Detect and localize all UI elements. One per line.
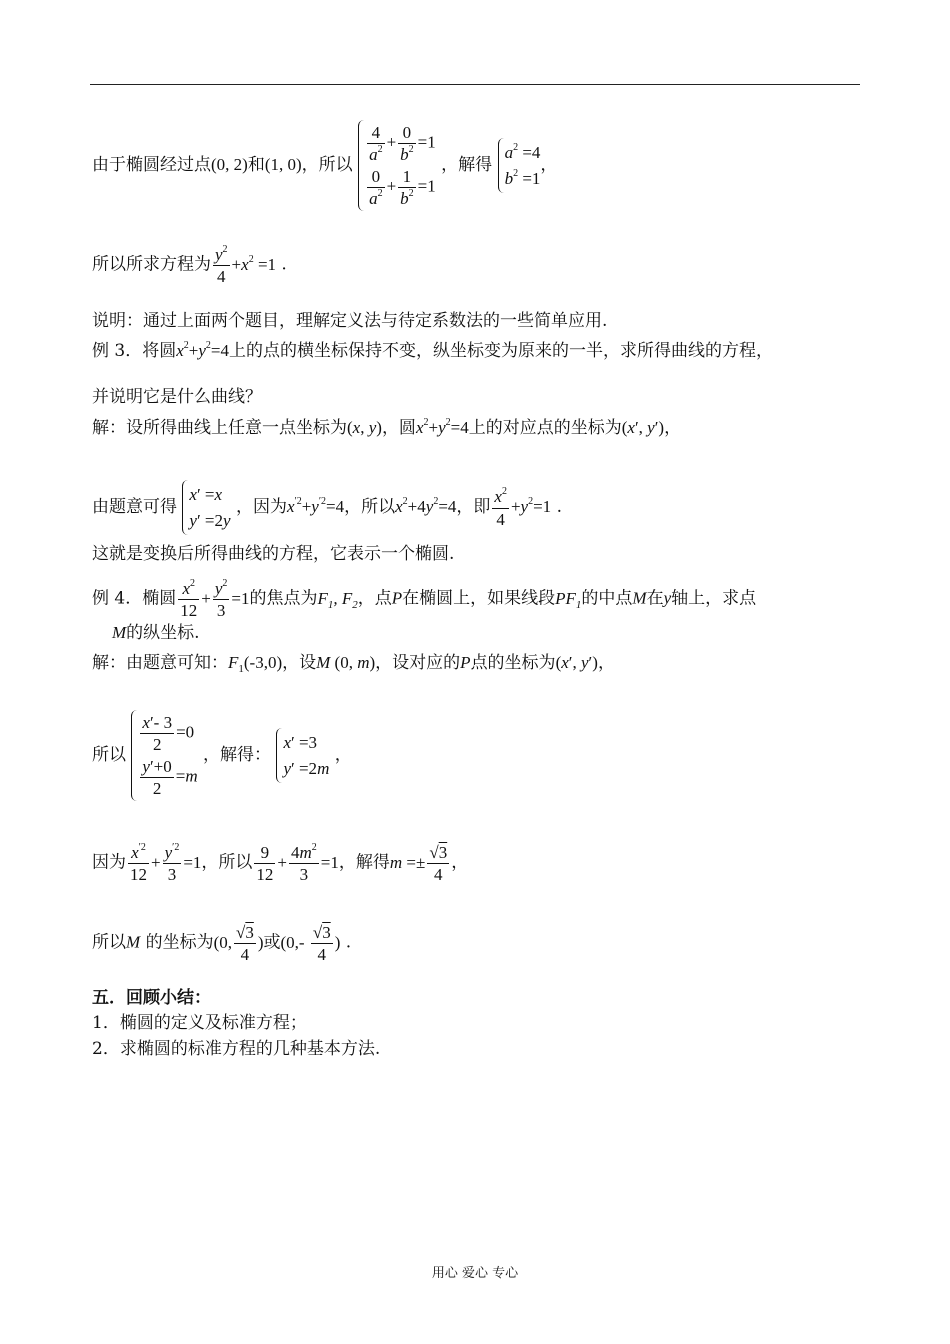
text: ，点 [357,588,392,609]
example-4: 例 4．椭圆 $\frac{x^2}{12}$ + $\frac{y^2}{3}$ =1的焦点为$F_1$, $F_2$，点P在椭圆上，如果线段$PF_1$的中点M在y轴上，求点 [92,578,757,621]
text: 例 4．椭圆 [92,588,177,609]
text: ，所以 [344,497,396,517]
text: ，解得： [203,745,272,765]
page-footer: 用心 爱心 专心 [431,1266,519,1281]
review-item: 2．求椭圆的标准方程的几种基本方法. [92,1039,381,1059]
text: 或 [263,932,281,953]
text: ，圆 [381,418,416,438]
text: 的坐标为 [145,932,214,953]
text: 因为 [92,852,126,873]
text: ，设 [282,653,317,673]
math-equation: $\frac{y^2}{4}$ $+x^2 =1$ [215,244,277,287]
text: ，所以 [301,155,353,175]
text: 例 3．将圆 [92,341,177,361]
text: 点的坐标为 [470,653,556,673]
math-point: (1, 0) [264,155,302,174]
review-heading: 五．回顾小结： [92,988,211,1008]
text: 解：由题意可知： [92,653,228,673]
line-result-equation: 所以所求方程为 $\frac{y^2}{4}$ $+x^2 =1$ . [92,244,287,287]
header-rule [90,84,860,85]
text: 解：设所得曲线上任意一点坐标为 [92,418,347,438]
solution-4-compute: 因为 $\frac{x^{'2}}{12}$ + $\frac{y^{'2}}{3}$ =1，所以 $\frac{9}{12}$ + $\frac{4m^2}{3}$ =1，解得m =± $\frac{√3}{4}$ ， [92,842,469,885]
text: 轴上，求点 [671,588,757,609]
example-3 [92,341,773,360]
text: 并说明它是什么曲线？ [92,387,262,407]
line-ellipse-points: 由于椭圆经过点(0, 2)和(1, 0)，所以 $\frac{4}{a^2}$ + $\frac{0}{b^2}$ =1 $\frac{0}{a^2}$ + $\frac{1}{b^2}$ =1 ，解得 $a^2 =4$ $b^2 =1$ ， [92,120,557,211]
solution-3: 解：设所得曲线上任意一点坐标为(x, y)，圆$x^2+y^2=4$上的对应点的坐标为(x′, y′)， [92,417,682,438]
solution-system: x′ =3 y′ =2m [276,728,329,783]
text: ，所以 [201,852,253,873]
text: ，即 [456,497,491,517]
text: 这就是变换后所得曲线的方程，它表示一个椭圆. [92,544,455,564]
equation-system: $\frac{x'- 3}{2}$ =0 $\frac{y'+0}{2}$ =m [131,710,197,801]
text: 由于椭圆经过点 [92,155,211,175]
math-equation: m =± $\frac{√3}{4}$ [389,843,448,885]
solution-3-derivation: 由题意可得 x′ =x y′ =2y ，因为$x^{'2}+y^{'2}=4$，所以$x^2+4y^2=4$，即 $\frac{x^2}{4}$ $+y^2=1$ . [92,480,562,535]
equation-system: x′ =x y′ =2y [182,480,230,535]
text: 上的对应点的坐标为 [468,418,622,438]
text: 的中点 [581,588,633,609]
math-circle: $x^2+y^2=4$ [415,417,469,437]
text: 的纵坐标. [126,623,200,643]
text: ，因为 [235,497,287,517]
math-point: (0,- $\frac{√3}{4}$ ) [280,923,341,965]
math-point: (0, 2) [211,155,248,174]
math-equation: $\frac{9}{12}$ + $\frac{4m^2}{3}$ =1 [256,842,339,885]
text: ，解得 [441,155,493,175]
math-foci: $F_1$, $F_2$ [317,588,358,611]
math-equation: $x^2+4y^2=4$ [395,496,457,516]
solution-system: $a^2 =4$ $b^2 =1$ [498,138,541,193]
text: 所以 [92,745,126,765]
text: 上的点的横坐标保持不变，纵坐标变为原来的一半，求所得曲线的方程， [229,341,774,361]
review-item: 1．椭圆的定义及标准方程； [92,1013,307,1033]
math-point: (0, $\frac{√3}{4}$ ) [213,923,264,965]
text: 在 [646,588,664,609]
math-equation: $x^{'2}+y^{'2}=4$ [286,496,345,516]
solution-4-system: 所以 $\frac{x'- 3}{2}$ =0 $\frac{y'+0}{2}$ =m ，解得： x′ =3 y′ =2m ， [92,710,352,801]
note: 说明：通过上面两个题目，理解定义法与待定系数法的一些简单应用. [92,311,608,331]
math-equation: $\frac{x^{'2}}{12}$ + $\frac{y^{'2}}{3}$ =1 [130,842,202,885]
math-circle: $x^2+y^2=4$ [176,340,230,360]
text: 由题意可得 [92,497,177,517]
text: 的焦点为 [249,588,318,609]
text: 和 [247,155,265,175]
math-point: M (0, m) [316,653,376,672]
math-ellipse: $\frac{x^2}{12}$ + $\frac{y^2}{3}$ =1 [180,578,250,621]
math-point: (x, y) [347,418,382,437]
math-point: (x′, y′) [555,653,598,672]
example-4-cont: M的纵坐标. [112,623,200,643]
text: 在椭圆上，如果线段 [402,588,556,609]
equation-system: $\frac{4}{a^2}$ + $\frac{0}{b^2}$ =1 $\frac{0}{a^2}$ + $\frac{1}{b^2}$ =1 [358,120,436,211]
text: 所以所求方程为 [92,254,211,275]
math-point: (x′, y′) [621,418,665,437]
math-equation: $\frac{x^2}{4}$ $+y^2=1$ [494,486,552,529]
text: 所以 [92,932,126,953]
text: ，解得 [338,852,390,873]
text: ，设对应的 [375,653,461,673]
solution-4: 解：由题意可知：$F_1(-3,0)$，设M (0, m)，设对应的P点的坐标为(x′, y′)， [92,653,615,675]
solution-4-result: 所以M 的坐标为(0, $\frac{√3}{4}$ )或(0,- $\frac{√3}{4}$ ) . [92,923,352,965]
math-point: $F_1(-3,0)$ [228,653,283,675]
